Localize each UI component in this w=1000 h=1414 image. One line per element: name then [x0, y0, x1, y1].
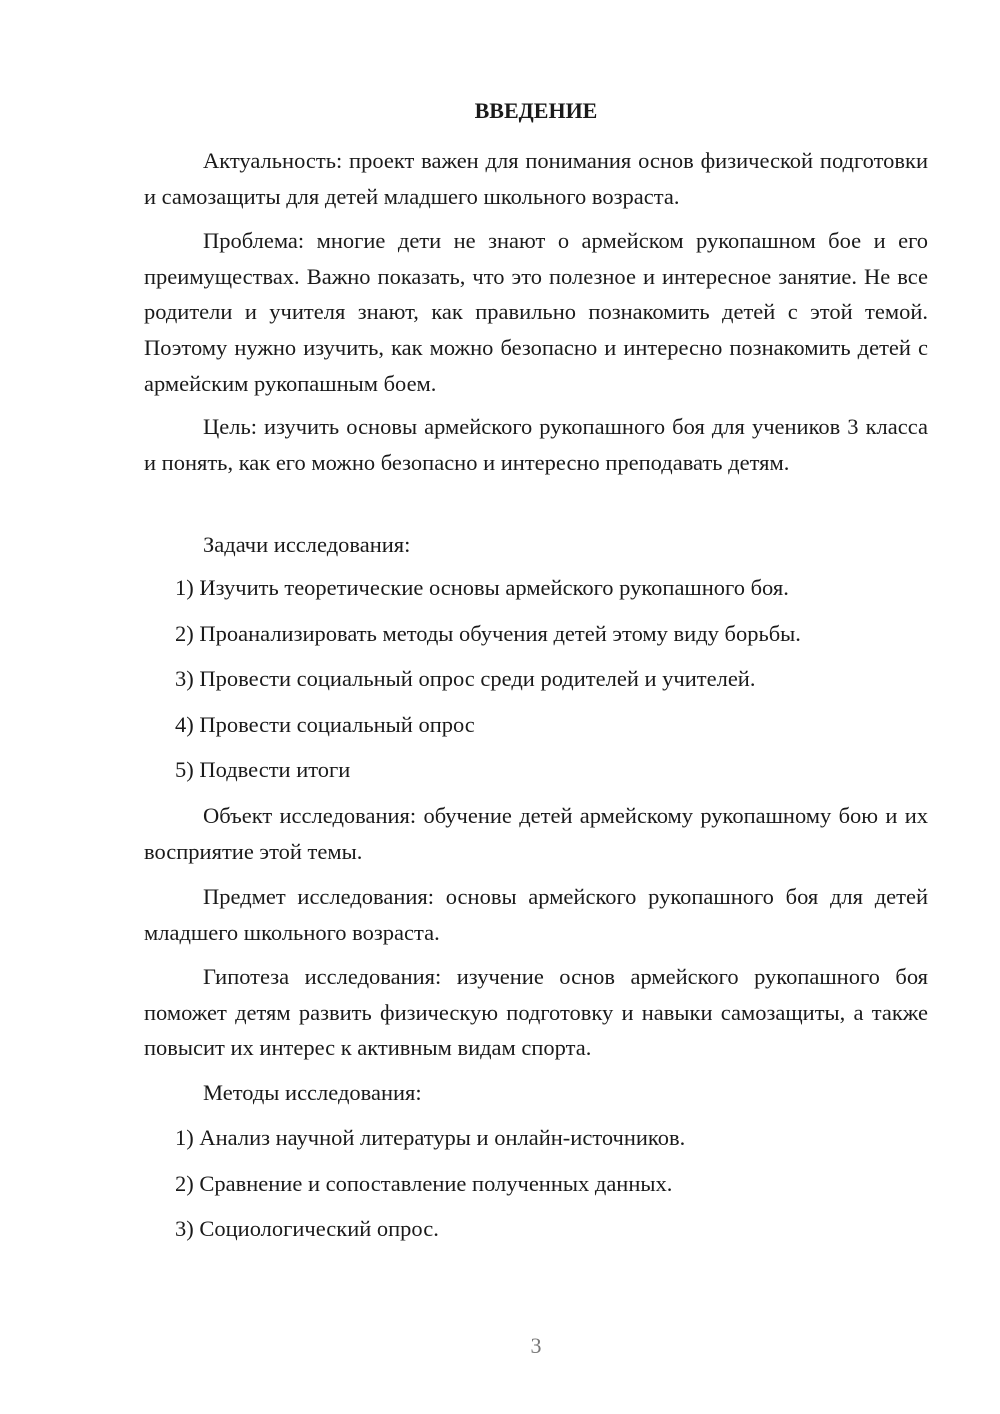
- goal-paragraph: Цель: изучить основы армейского рукопашного боя для учеников 3 класса и понять, как его можно безопасно и интересно преподавать детям.: [144, 414, 928, 475]
- method-item: 3) Социологический опрос.: [175, 1216, 439, 1241]
- problem-paragraph: Проблема: многие дети не знают о армейском рукопашном бое и его преимуществах. Важно показать, что это полезное и интересное занятие. Не все родители и учителя знают, как правильно познакомить детей с этой темой. Поэтому нужно изучить, как можно безопасно и интересно познакомить детей с армейским рукопашным боем.: [144, 228, 928, 396]
- method-item: 1) Анализ научной литературы и онлайн-источников.: [175, 1125, 686, 1150]
- tasks-heading: Задачи исследования:: [203, 532, 411, 557]
- object-paragraph: Объект исследования: обучение детей армейскому рукопашному бою и их восприятие этой темы.: [144, 803, 928, 864]
- task-item: 4) Провести социальный опрос: [175, 712, 475, 737]
- page-number: 3: [530, 1333, 542, 1358]
- subject-paragraph: Предмет исследования: основы армейского рукопашного боя для детей младшего школьного возраста.: [144, 884, 928, 945]
- hypothesis-paragraph: Гипотеза исследования: изучение основ армейского рукопашного боя поможет детям развить физическую подготовку и навыки самозащиты, а также повысит их интерес к активным видам спорта.: [144, 964, 928, 1061]
- method-item: 2) Сравнение и сопоставление полученных данных.: [175, 1171, 673, 1196]
- task-item: 3) Провести социальный опрос среди родителей и учителей.: [175, 666, 756, 691]
- task-item: 1) Изучить теоретические основы армейского рукопашного боя.: [175, 575, 789, 600]
- document-page: [144, 0, 928, 1414]
- task-item: 2) Проанализировать методы обучения детей этому виду борьбы.: [175, 621, 801, 646]
- task-item: 5) Подвести итоги: [175, 757, 351, 782]
- section-title: ВВЕДЕНИЕ: [474, 98, 598, 123]
- methods-heading: Методы исследования:: [203, 1080, 422, 1105]
- relevance-paragraph: Актуальность: проект важен для понимания основ физической подготовки и самозащиты для детей младшего школьного возраста.: [144, 148, 928, 209]
